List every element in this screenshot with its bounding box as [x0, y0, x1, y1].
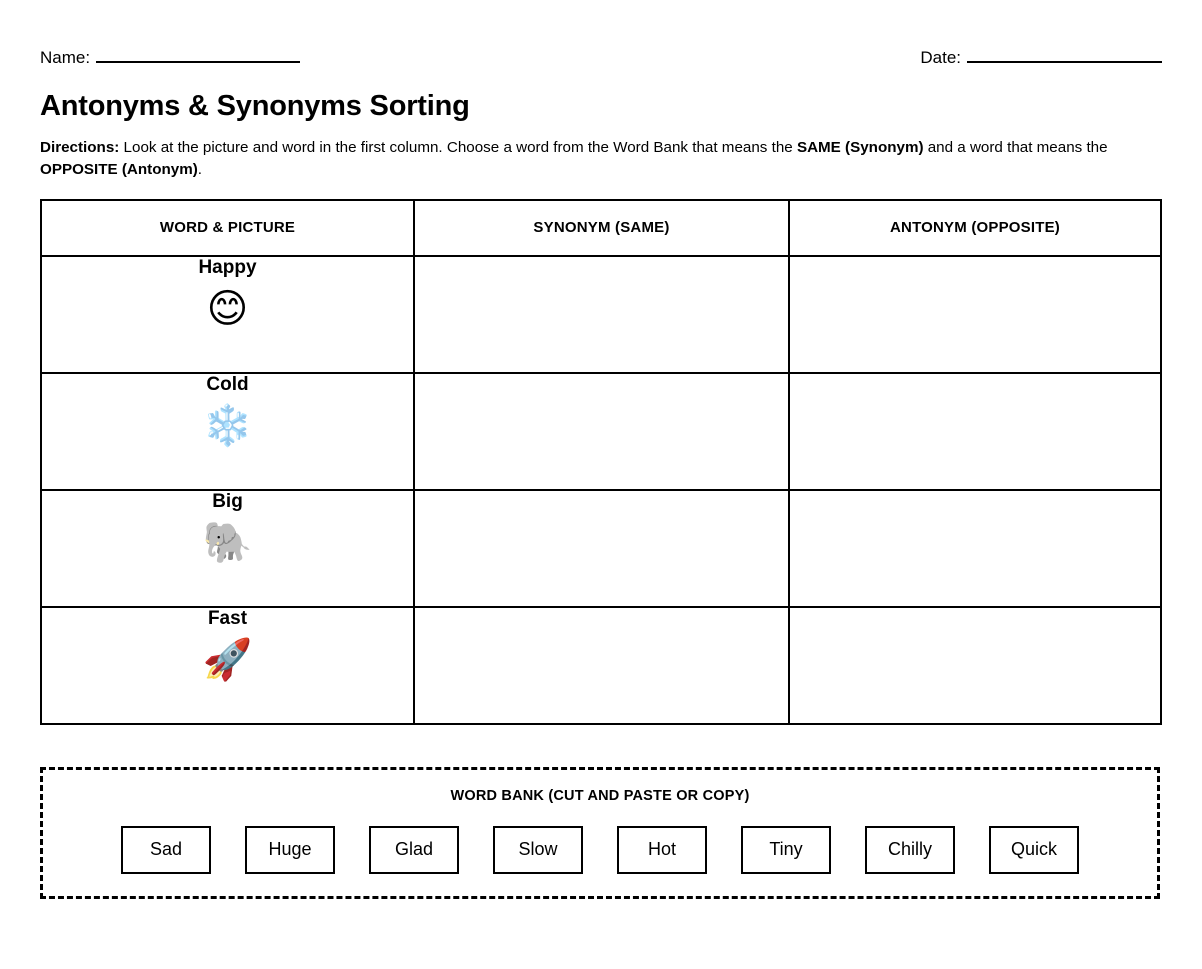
rocket-icon: 🚀 — [202, 637, 253, 684]
directions-emphasis-opposite: OPPOSITE (Antonym) — [40, 160, 198, 178]
table-body — [41, 256, 1161, 724]
directions-emphasis-same: SAME (Synonym) — [796, 139, 924, 157]
directions-part-2: and a word that means the — [923, 139, 1108, 157]
word-bank-panel — [40, 767, 1160, 899]
column-header-antonym: ANTONYM (OPPOSITE) — [789, 200, 1161, 256]
antonym-answer-cell[interactable] — [789, 490, 1161, 607]
word-label: Cold — [206, 373, 249, 395]
word-bank-title: WORD BANK (CUT AND PASTE OR COPY) — [450, 787, 750, 804]
sorting-table — [40, 199, 1162, 725]
word-bank-tile[interactable]: Tiny — [741, 826, 831, 874]
page-title: Antonyms & Synonyms Sorting — [40, 90, 470, 122]
table-row — [41, 373, 1161, 490]
synonym-answer-cell[interactable] — [414, 373, 789, 490]
directions-part-3: . — [197, 160, 203, 178]
word-picture-cell — [41, 373, 414, 490]
table-row — [41, 256, 1161, 373]
column-header-synonym: SYNONYM (SAME) — [414, 200, 789, 256]
synonym-answer-cell[interactable] — [414, 607, 789, 724]
name-label: Name: — [40, 48, 91, 67]
date-label: Date: — [920, 48, 961, 67]
word-picture-cell — [41, 490, 414, 607]
word-bank-tile[interactable]: Quick — [989, 826, 1079, 874]
antonym-answer-cell[interactable] — [789, 373, 1161, 490]
synonym-answer-cell[interactable] — [414, 256, 789, 373]
directions-text — [40, 137, 1162, 180]
table-header-row — [41, 200, 1161, 256]
word-label: Happy — [198, 256, 257, 278]
word-bank-tile[interactable]: Hot — [617, 826, 707, 874]
name-write-line[interactable] — [96, 61, 300, 63]
word-bank-tile[interactable]: Huge — [245, 826, 335, 874]
directions-lead: Directions: — [40, 139, 120, 157]
table-header — [41, 200, 1161, 256]
elephant-icon: 🐘 — [202, 520, 253, 567]
word-bank-tile[interactable]: Sad — [121, 826, 211, 874]
word-picture-cell — [41, 607, 414, 724]
date-field-group — [920, 48, 1162, 68]
date-write-line[interactable] — [967, 61, 1162, 63]
table-row — [41, 607, 1161, 724]
word-label: Big — [212, 490, 243, 512]
name-date-row — [40, 0, 1162, 68]
synonym-answer-cell[interactable] — [414, 490, 789, 607]
word-label: Fast — [207, 607, 248, 629]
word-bank-tile-list — [59, 826, 1141, 874]
column-header-word-picture: WORD & PICTURE — [41, 200, 414, 256]
word-bank-tile[interactable]: Chilly — [865, 826, 955, 874]
table-row — [41, 490, 1161, 607]
antonym-answer-cell[interactable] — [789, 607, 1161, 724]
antonym-answer-cell[interactable] — [789, 256, 1161, 373]
snowflake-icon: ❄️ — [202, 403, 253, 450]
directions-part-1: Look at the picture and word in the first column. Choose a word from the Word Bank that means the — [119, 139, 797, 157]
smiling-face-icon: 😊 — [206, 286, 249, 333]
word-bank-tile[interactable]: Slow — [493, 826, 583, 874]
word-bank-tile[interactable]: Glad — [369, 826, 459, 874]
name-field-group — [40, 48, 300, 68]
word-picture-cell — [41, 256, 414, 373]
